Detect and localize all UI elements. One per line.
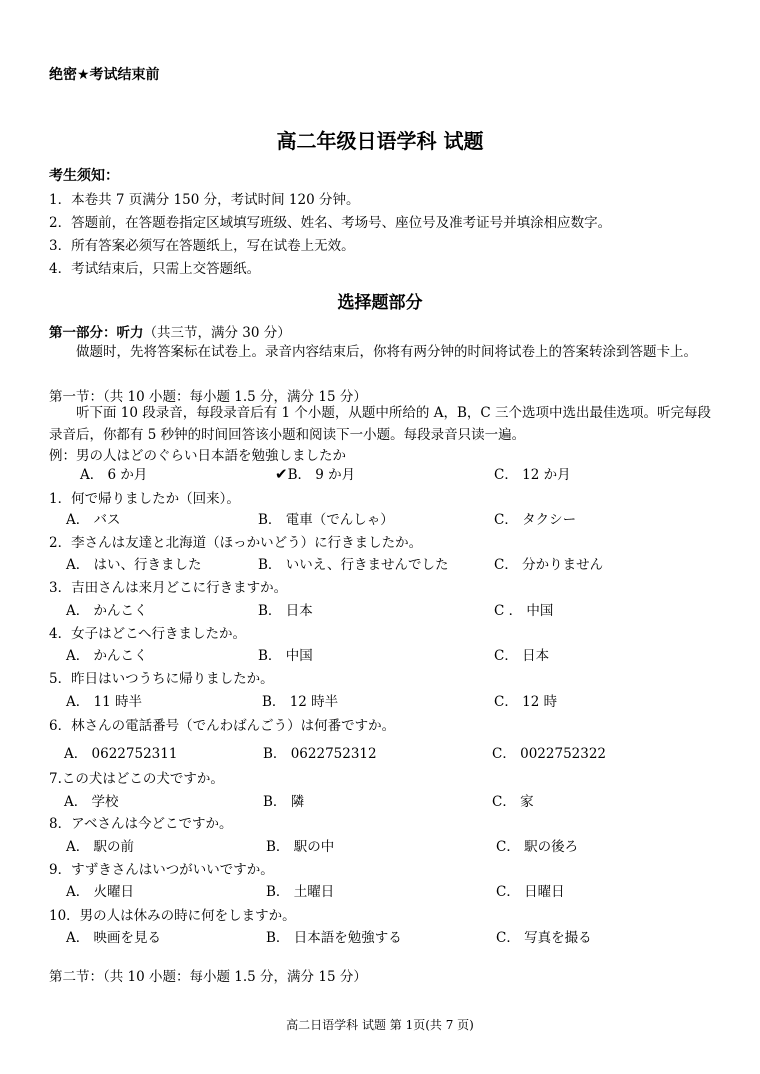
- question: 2．李さんは友達と北海道（ほっかいどう）に行きましたか。: [49, 535, 423, 551]
- question: 4．女子はどこへ行きましたか。: [49, 626, 247, 642]
- option-a: A． はい、行きました: [66, 557, 202, 573]
- option-c: C． 日曜日: [496, 884, 565, 900]
- option-b: B． 0622752312: [263, 746, 377, 762]
- sub2-title: 第二节：（共 10 小题：每小题 1.5 分，满分 15 分）: [49, 969, 367, 985]
- part1-instruction: 做题时，先将答案标在试卷上。录音内容结束后，你将有两分钟的时间将试卷上的答案转涂到答题卡上。: [76, 344, 697, 360]
- page-footer: 高二日语学科 试题 第 1页(共 7 页): [286, 1018, 474, 1032]
- option-c: C ． 中国: [494, 603, 554, 619]
- question: 7.この犬はどこの犬ですか。: [49, 771, 224, 787]
- check-mark-icon: ✔: [275, 465, 288, 483]
- example-option-b: [275, 463, 355, 483]
- confidential-label: 绝密★考试结束前: [49, 67, 160, 83]
- notice-item: 2．答题前，在答题卷指定区域填写班级、姓名、考场号、座位号及准考证号并填涂相应数字。: [49, 215, 612, 231]
- example-option-b-label: B． 9 か月: [287, 467, 356, 483]
- option-c: C． タクシー: [494, 512, 577, 528]
- option-a: A． 11 時半: [66, 694, 143, 710]
- option-b: B． 電車（でんしゃ）: [258, 512, 394, 528]
- option-b: B． 駅の中: [266, 839, 335, 855]
- option-c: C． 駅の後ろ: [496, 839, 579, 855]
- option-a: A． 0622752311: [64, 746, 178, 762]
- example-option-c: C． 12 か月: [494, 467, 571, 483]
- option-a: A． バス: [66, 512, 121, 528]
- option-a: A． 学校: [64, 794, 119, 810]
- example-option-a: A． 6 か月: [80, 467, 148, 483]
- question: 5．昨日はいつうちに帰りましたか。: [49, 671, 274, 687]
- option-a: A． かんこく: [66, 648, 148, 664]
- notice-item: 1．本卷共 7 页满分 150 分，考试时间 120 分钟。: [49, 192, 360, 208]
- notice-heading: 考生须知：: [49, 168, 119, 184]
- option-b: B． 日本語を勉強する: [266, 930, 402, 946]
- option-b: B． 土曜日: [266, 884, 335, 900]
- question: 6．林さんの電話番号（でんわばんごう）は何番ですか。: [49, 718, 396, 734]
- part1-note: （共三节，满分 30 分）: [143, 325, 291, 341]
- notice-item: 3．所有答案必须写在答题纸上，写在试卷上无效。: [49, 238, 355, 254]
- option-c: C． 日本: [494, 648, 550, 664]
- option-c: C． 家: [492, 794, 534, 810]
- option-c: C． 写真を撮る: [496, 930, 592, 946]
- option-a: A． かんこく: [66, 603, 148, 619]
- option-a: A． 火曜日: [66, 884, 135, 900]
- option-a: A． 映画を見る: [66, 930, 162, 946]
- question: 3．吉田さんは来月どこに行きますか。: [49, 580, 288, 596]
- part1-heading: [49, 321, 291, 341]
- question: 8．アベさんは今どこですか。: [49, 816, 233, 832]
- sub1-instruction: 听下面 10 段录音，每段录音后有 1 个小题，从题中所给的 A，B，C 三个选项中选出最佳选项。听完每段录音后，你都有 5 秒钟的时间回答该小题和阅读下一小题。每段录音只读一遍。: [49, 405, 712, 443]
- option-b: B． 中国: [258, 648, 313, 664]
- page-title: 高二年级日语学科 试题: [276, 129, 484, 153]
- part1-title: 第一部分：听力: [49, 325, 144, 341]
- question: 9．すずきさんはいつがいいですか。: [49, 862, 274, 878]
- option-b: B． いいえ、行きませんでした: [258, 557, 449, 573]
- option-b: B． 日本: [258, 603, 313, 619]
- notice-item: 4．考试结束后，只需上交答题纸。: [49, 261, 261, 277]
- example-question: 例：男の人はどのぐらい日本語を勉強しましたか: [49, 448, 346, 464]
- option-b: B． 隣: [263, 794, 305, 810]
- option-c: C． 12 時: [494, 694, 558, 710]
- question: 10．男の人は休みの時に何をしますか。: [49, 908, 296, 924]
- option-b: B． 12 時半: [262, 694, 339, 710]
- section-title: 选择题部分: [337, 293, 423, 313]
- question: 1．何で帰りましたか（回来）。: [49, 491, 240, 507]
- sub1-title: 第一节：（共 10 小题：每小题 1.5 分，满分 15 分）: [49, 389, 367, 405]
- option-c: C． 0022752322: [492, 746, 607, 762]
- option-c: C． 分かりません: [494, 557, 604, 573]
- option-a: A． 駅の前: [66, 839, 135, 855]
